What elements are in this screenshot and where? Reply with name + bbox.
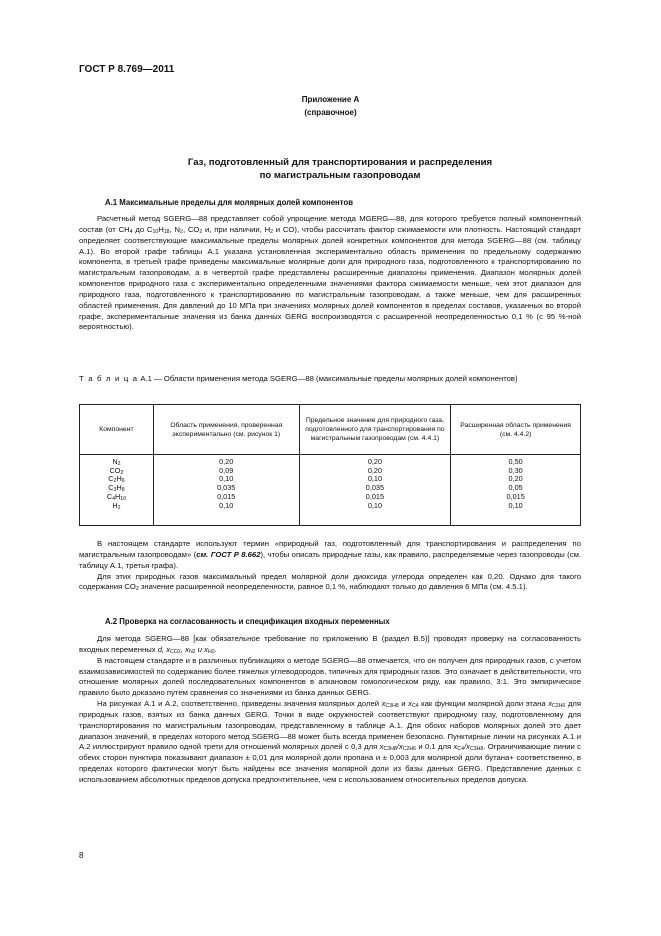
title-line-2: по магистральным газопроводам (259, 170, 421, 181)
header-extended: Расширенная область применения (см. 4.4.2) (451, 405, 581, 455)
component-cell: $CO_2$ (109, 465, 124, 476)
value-cell: 0,035 (365, 483, 385, 493)
value-cell: 0,20 (219, 457, 234, 466)
paragraph: В настоящем стандарте и в различных публикациях о методе SGERG—88 отмечается, что он получен для природных газов, с учетом взаимозависимостей по содержанию более тяжелых углеводородов, типичных для природных газов. Это означает в действительности, что отношение молярных долей последовательных компонентов в алкановом гомологическом ряду, как правило, 3:1. Это эмпирическое правило было доказано путем сравнения со значениями из банка данных GERG. (79, 655, 581, 698)
paragraph: Расчетный метод SGERG—88 представляет собой упрощение метода MGERG—88, для которого требуется полный компонентный состав (от $CH_4$ до $C_{10}H_{18}$, $N_2$, $CO_2$ и, при наличии, $H_2$ и CO), чтобы рассчитать фактор сжимаемости или плотность. Настоящий стандарт определяет соответствующие максимальные пределы молярных долей конкретных компонентов для метода SGERG—88 (см. таблицу А.1). Во второй графе таблицы А.1 указана установленная экспериментально область применения по предельному содержанию компонента, в третьей графе приведены максимальные молярные доли для природного газа, подготовленного к транспортированию по магистральным газопроводам, а в четвертой графе представлены расширенные диапазоны применения. Диапазон молярных долей компонентов природного газа с экспериментально определенными значениями фактора сжимаемости меньше, чем этот диапазон для природного газа, подготовленного к транспортированию по магистральным газопроводам, а также меньше, чем для расширенных областей применения. Для давлений до 10 МПа при значениях молярных долей компонентов в пределах составов, указанных во второй графе, экспериментальные значения из банка данных GERG воспроизводятся с расширенной неопределенностью 0,1 % (с 95 %-ной вероятностью). (79, 214, 582, 332)
table-caption (79, 374, 581, 385)
section-a2-body (79, 634, 581, 786)
paragraph: Для метода SGERG—88 [как обязательное требование по приложению В (раздел В.5)] проводят проверку на согласованность входных переменных d, $x_{CO2}$, $x_{N2}$ и $x_{H2}$. (79, 634, 581, 655)
appendix-type: (справочное) (304, 108, 357, 117)
component-column (80, 455, 154, 526)
table-caption-label: Т а б л и ц а (79, 374, 139, 383)
section-a1-heading: А.1 Максимальные пределы для молярных долей компонентов (105, 198, 354, 207)
pipeline-column (299, 455, 451, 526)
value-cell: 0,30 (508, 465, 523, 475)
value-cell: 0,20 (367, 465, 383, 475)
component-cell: $C_4H_{10}$ (106, 491, 127, 502)
value-cell: 0,20 (508, 474, 523, 484)
page-number: 8 (79, 851, 84, 860)
value-cell: 0,20 (367, 457, 383, 466)
value-cell: 0,035 (217, 483, 236, 493)
value-cell: 0,015 (217, 491, 236, 501)
after-table-body (79, 539, 581, 593)
component-cell: $H_2$ (112, 500, 121, 511)
header-pipeline: Предельное значение для природного газа, подготовленного для транспортирования по магистральным газопроводам (см. 4.4.1) (299, 405, 451, 455)
component-cell: $C_3H_8$ (108, 483, 125, 494)
title-line-1: Газ, подготовленный для транспортирования и распределения (187, 157, 493, 168)
appendix-title (120, 156, 560, 182)
document-code: ГОСТ Р 8.769—2011 (79, 64, 175, 75)
value-cell: 0,09 (219, 465, 234, 475)
component-cell: $N_2$ (112, 457, 121, 467)
experimental-column (153, 455, 299, 526)
table-caption-text: А.1 — Области применения метода SGERG—88 (максимальные пределы молярных долей компонентов) (138, 374, 518, 383)
value-cell: 0,015 (506, 491, 525, 501)
value-cell: 0,10 (367, 474, 383, 484)
section-a2-heading: А.2 Проверка на согласованность и спецификация входных переменных (105, 617, 390, 626)
appendix-label: Приложение А (301, 95, 360, 104)
section-a1-body (79, 214, 581, 333)
paragraph: На рисунках А.1 и А.2, соответственно, приведены значения молярных долей $x_{C3H8}$ и $x_{C4}$ как функции молярной доли этана $x_{C2H6}$ для природных газов, взятых из банка данных GERG. Точки в виде окружностей соответствуют природному газу, подготовленному для транспортирования по магистральным газопроводам, представленному в таблице А.1. Для обоих наборов молярных долей это дает диапазон значений, в пределах которого метод SGERG—88 может быть всегда применен безопасно. Пунктирные линии на рисунках А.1 и А.2 иллюстрируют правило одной трети для отношений молярных долей с 0,3 для $x_{C3H8}/x_{C2H6}$ и 0,1 для $x_{C4}/x_{C3H8}$. Ограничивающие линии с обеих сторон пунктира показывают диапазон ± 0,01 для молярной доли пропана и ± 0,003 для молярной доли бутана+ соответственно, в пределах которого фактически могут быть найдены все значения молярной доли из базы данных GERG. Представление данных с использованием абсолютных пределов допуска предпочтительнее, чем с использованием относительных пределов допуска. (79, 699, 581, 784)
value-cell: 0,05 (508, 483, 523, 493)
extended-column (451, 455, 581, 526)
component-cell: $C_2H_6$ (108, 474, 125, 485)
value-cell: 0,10 (508, 500, 523, 510)
value-cell: 0,10 (219, 500, 234, 510)
paragraph: В настоящем стандарте используют термин «природный газ, подготовленный для транспортирования и распределения по магистральным газопроводам» (см. ГОСТ Р 8.662), чтобы описать природные газы, как правило, распределяемые через газопроводы (см. таблицу А.1, третья графа). (79, 539, 581, 570)
header-experimental: Область применения, проверенная экспериментально (см. рисунок 1) (153, 405, 299, 455)
header-component: Компонент (80, 405, 154, 455)
value-cell: 0,10 (219, 474, 234, 484)
table-a1 (79, 404, 581, 526)
value-cell: 0,10 (367, 500, 383, 510)
value-cell: 0,015 (365, 491, 385, 501)
standard-reference: см. ГОСТ Р 8.662 (196, 549, 261, 559)
paragraph: Для этих природных газов максимальный предел молярной доли диоксида углерода определен как 0,20. Однако для такого содержания $CO_2$ значение расширенной неопределенности, равное 0,1 %, наблюдают только до давления 6 МПа (см. 4.5.1). (79, 571, 581, 593)
value-cell: 0,50 (508, 457, 523, 466)
